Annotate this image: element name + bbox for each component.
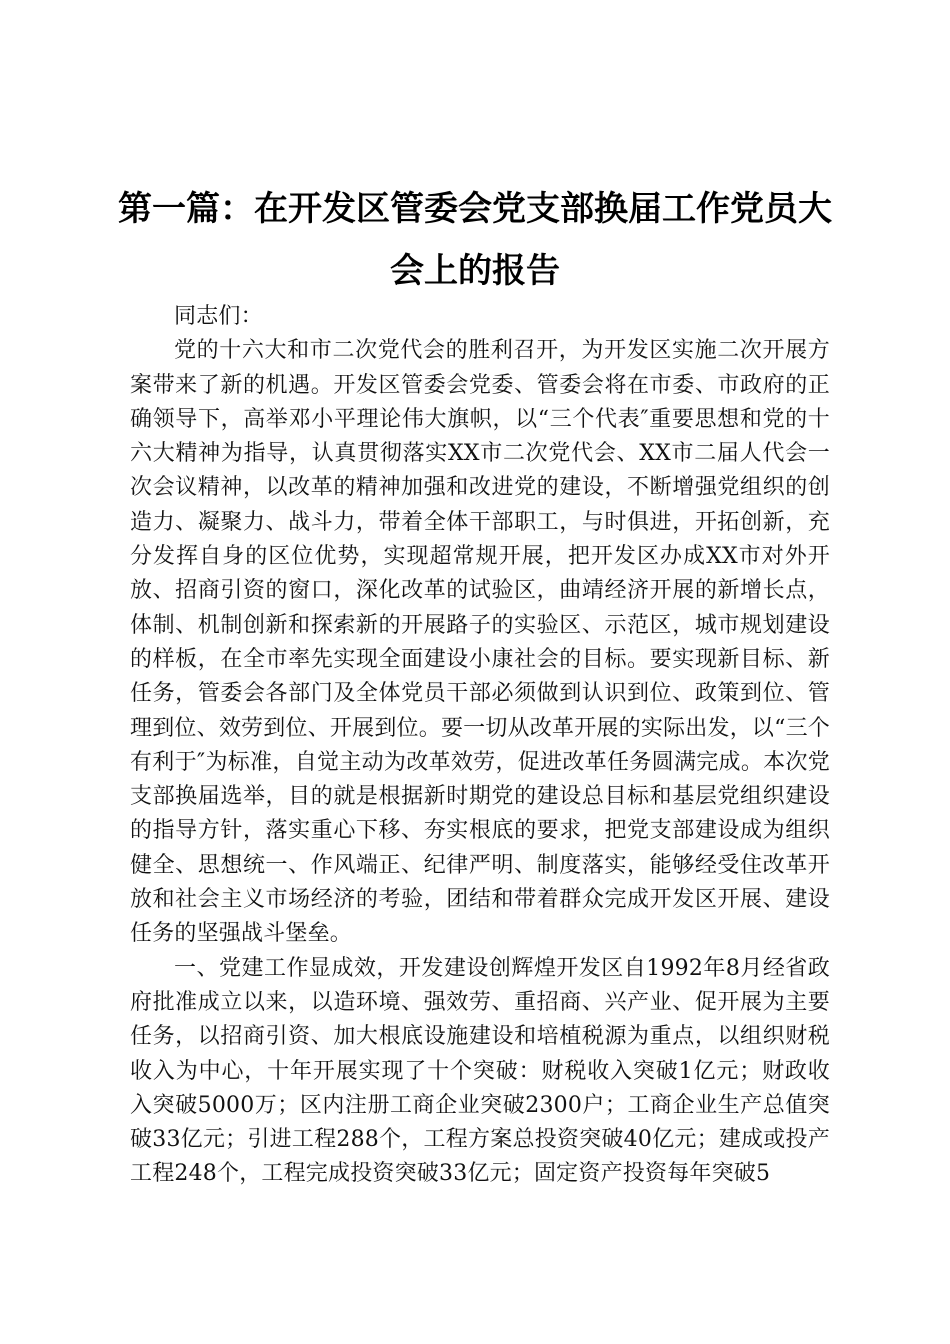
document-title: 第一篇：在开发区管委会党支部换届工作党员大会上的报告	[118, 189, 832, 291]
document-body	[130, 300, 830, 1192]
salutation: 同志们：	[174, 304, 263, 329]
paragraph-2: 一、党建工作显成效，开发建设创辉煌开发区自1992年8月经省政府批准成立以来，以造环境、强效劳、重招商、兴产业、促开展为主要任务，以招商引资、加大根底设施建设和培植税源为重点，以组织财税收入为中心，十年开展实现了十个突破：财税收入突破1亿元；财政收入突破5000万；区内注册工商企业突破2300户；工商企业生产总值突破33亿元；引进工程288个，工程方案总投资突破40亿元；建成或投产工程248个，工程完成投资突破33亿元；固定资产投资每年突破5	[130, 955, 830, 1187]
paragraph-1: 党的十六大和市二次党代会的胜利召开，为开发区实施二次开展方案带来了新的机遇。开发区管委会党委、管委会将在市委、市政府的正确领导下，高举邓小平理论伟大旗帜，以“三个代表″重要思想和党的十六大精神为指导，认真贯彻落实XX市二次党代会、XX市二届人代会一次会议精神，以改革的精神加强和改进党的建设，不断增强党组织的创造力、凝聚力、战斗力，带着全体干部职工，与时俱进，开拓创新，充分发挥自身的区位优势，实现超常规开展，把开发区办成XX市对外开放、招商引资的窗口，深化改革的试验区，曲靖经济开展的新增长点，体制、机制创新和探索新的开展路子的实验区、示范区，城市规划建设的样板，在全市率先实现全面建设小康社会的目标。要实现新目标、新任务，管委会各部门及全体党员干部必须做到认识到位、政策到位、管理到位、效劳到位、开展到位。要一切从改革开展的实际出发，以“三个有利于″为标准，自觉主动为改革效劳，促进改革任务圆满完成。本次党支部换届选举，目的就是根据新时期党的建设总目标和基层党组织建设的指导方针，落实重心下移、夯实根底的要求，把党支部建设成为组织健全、思想统一、作风端正、纪律严明、制度落实，能够经受住改革开放和社会主义市场经济的考验，团结和带着群众完成开发区开展、建设任务的坚强战斗堡垒。	[130, 338, 830, 947]
